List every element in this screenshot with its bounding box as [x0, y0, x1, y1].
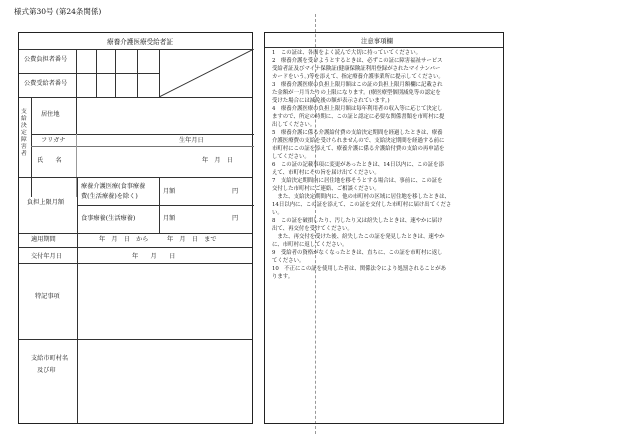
row1-label-a: 療養介護医療(食事療養: [81, 183, 146, 190]
divider: [19, 247, 252, 248]
certificate-front: [18, 32, 253, 424]
divider: [77, 205, 254, 206]
public-payer-number-label: 公費負担者番号: [24, 56, 68, 63]
note-line: に、市町村に返してください。: [272, 242, 348, 248]
note-line: また、再交付を受けた後、紛失したこの証を発見したときは、速やか: [272, 234, 445, 240]
divider: [19, 97, 252, 98]
note-line: 1 この証は、各面をよく読んで大切に持っていてください。: [272, 50, 421, 56]
note-line: また、支給決定期間内に、他の市町村の区域に居住地を移したときは、: [272, 194, 450, 200]
note-line: い。: [272, 210, 283, 216]
divider: [19, 73, 159, 74]
note-line: 市町村にこの証を添えて、療養介護に係る介護給付費の支給の再申請を: [272, 146, 445, 152]
row1-yen: 円: [232, 188, 239, 195]
note-line: 出て、再交付を受けてください。: [272, 226, 353, 232]
note-line: 7 支給決定期間内に居住地を移そうとする場合は、事前に、この証を: [272, 178, 443, 184]
note-line: カードをいう。)等を添えて、指定療養介護事業所に提示してください。: [272, 74, 444, 80]
divider: [19, 233, 252, 234]
row1-label-b: 費(生活療養)を除く): [81, 193, 138, 200]
divider: [265, 47, 503, 48]
remarks-label: 特記事項: [35, 293, 60, 300]
upper-limit-label: 負担上限月額: [27, 199, 65, 206]
row2-yen: 円: [232, 215, 239, 222]
name-label: 氏 名: [37, 157, 62, 164]
digit-divider: [137, 49, 138, 97]
divider: [19, 339, 252, 340]
issue-date-label: 交付年月日: [31, 253, 62, 260]
note-line: 10 不正にこの証を使用した者は、関係法令により処罰されることがあ: [272, 266, 446, 272]
notes-list: [272, 49, 494, 281]
note-line: 4 療養介護医療の負担上限月額は毎年利用者の収入等に応じて決定し: [272, 106, 443, 112]
side-label: 支給決定障害者: [21, 109, 27, 157]
note-line: 交付した市町村にご連絡、ご相談ください。: [272, 186, 380, 192]
note-line: 9 受給者の資格がなくなったときは、直ちに、この証を市町村に返し: [272, 250, 443, 256]
row2-label: 食事療養(生活療養): [81, 215, 136, 222]
note-line: た金額が一月当たりの上限になります。(療医療型個別減免等の認定を: [272, 90, 441, 96]
diagonal-strike: [159, 49, 254, 97]
note-line: してください。: [272, 154, 310, 160]
row2-monthly-label: 月額: [163, 215, 176, 222]
issue-date-value: 年 月 日: [132, 253, 176, 260]
recipient-number-label: 公費受給者番号: [24, 80, 68, 87]
note-line: 2 療養介護を受けようとするときは、必ずこの証に障害福祉サービス: [272, 58, 443, 64]
certificate-title: 療養介護医療受給者証: [107, 38, 173, 46]
notes-title: 注意事項欄: [361, 37, 393, 45]
birthdate-value: 年 月 日: [202, 157, 233, 164]
form-number: 様式第30号 (第24条関係): [14, 7, 102, 16]
municipality-label: 支給市町村名: [31, 355, 69, 362]
note-line: 出してください。: [272, 122, 316, 128]
note-line: 受けた場合には減免後の額が表示されています。): [272, 98, 390, 104]
divider: [31, 146, 254, 147]
note-line: 3 療養介護医療の負担上限月額はこの証の負担上限月額欄に記載され: [272, 82, 443, 88]
note-line: 5 療養介護に係る介護給付費の支給決定期間を経過したときは、療養: [272, 130, 443, 136]
divider: [31, 134, 254, 135]
note-line: 受給者証及びマイナ保険証(健康保険証利用登録がされたマイナンバー: [272, 66, 441, 72]
divider: [77, 233, 78, 423]
divider: [76, 49, 77, 97]
note-line: ります。: [272, 274, 294, 280]
municipality-seal-label: 及び印: [37, 367, 56, 374]
row1-monthly-label: 月額: [163, 188, 176, 195]
note-line: 6 この証の記載事項に変更があったときは、14日以内に、この証を添: [272, 162, 444, 168]
divider: [76, 97, 77, 134]
digit-divider: [115, 49, 116, 97]
digit-divider: [96, 49, 97, 97]
certificate-back: [264, 32, 504, 424]
furigana-label: フリガナ: [41, 137, 66, 144]
period-label: 適用期間: [31, 236, 56, 243]
note-line: てください。: [272, 258, 305, 264]
note-line: 介護医療費の支給を受けられませんので、支給決定期間を経過する前に: [272, 138, 445, 144]
note-line: ますので、所定の時期に、この証と認定に必要な関係書類を市町村に提: [272, 114, 445, 120]
note-line: えて、市町村にその旨を届け出てください。: [272, 170, 380, 176]
note-line: 14日以内に、この証を添えて、この証を交付した市町村に届け出てくださ: [272, 202, 452, 208]
address-label: 居住地: [41, 111, 60, 118]
birthdate-label: 生年月日: [179, 137, 204, 144]
divider: [19, 263, 252, 264]
divider: [31, 97, 32, 197]
period-value: 年 月 日 から 年 月 日 まで: [99, 236, 217, 243]
note-line: 8 この証を破損したり、汚したり又は紛失したときは、速やかに届け: [272, 218, 443, 224]
divider: [19, 177, 252, 178]
